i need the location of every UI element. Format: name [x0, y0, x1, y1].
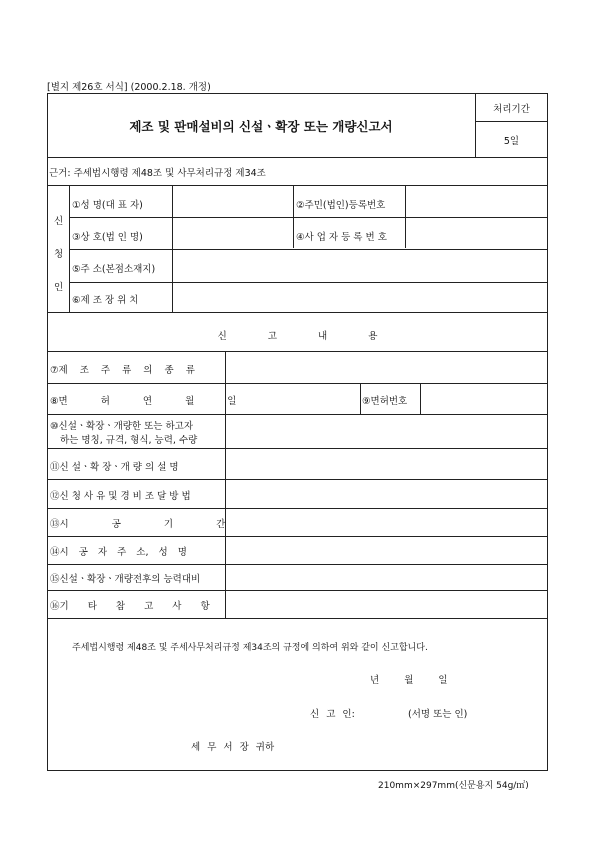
applicant-side-char-3: 인: [54, 282, 64, 293]
equipment-spec-field[interactable]: [229, 418, 544, 445]
factory-location-label: ⑥제 조 장 위 치: [72, 295, 139, 306]
report-content-heading: 신 고 내 용: [217, 331, 378, 342]
liquor-type-label: ⑦제 조 주 류 의 종 류: [50, 365, 195, 376]
explanation-label: ⑪신 설ㆍ확 장ㆍ개 량 의 설 명: [50, 462, 179, 473]
construction-period-label: ⑬시 공 기 간: [50, 519, 226, 530]
liquor-type-field[interactable]: [229, 356, 544, 380]
reason-funding-field[interactable]: [229, 482, 544, 505]
legal-basis: 근거: 주세법시행령 제48조 및 사무처리규정 제34조: [49, 168, 266, 179]
applicant-side-char-2: 청: [54, 249, 64, 260]
contractor-field[interactable]: [229, 539, 544, 561]
factory-location-field[interactable]: [176, 286, 544, 309]
declaration-text: 주세법시행령 제48조 및 주세사무처리규정 제34조의 규정에 의하여 위와 같이 신고합니다.: [72, 643, 428, 653]
other-notes-field[interactable]: [229, 594, 544, 615]
equipment-spec-label-line1: ⑩신설ㆍ확장ㆍ개량한 또는 하고자: [50, 421, 194, 432]
contractor-label: ⑭시 공 자 주 소, 성 명: [50, 547, 187, 558]
other-notes-label: ⑯기 타 참 고 사 항: [50, 601, 210, 612]
resident-number-field[interactable]: [409, 190, 544, 214]
processing-period-value: 5일: [503, 136, 520, 147]
resident-number-label: ②주민(법인)등록번호: [296, 200, 386, 211]
applicant-side-char-1: 신: [54, 216, 64, 227]
trade-name-label: ③상 호(법 인 명): [72, 232, 143, 243]
reason-funding-label: ⑫신 청 사 유 및 경 비 조 달 방 법: [50, 491, 191, 502]
form-number-note: [별지 제26호 서식] (2000.2.18. 개정): [47, 82, 211, 93]
business-registration-field[interactable]: [409, 222, 544, 246]
paper-spec: 210mm×297mm(신문용지 54g/㎡): [378, 781, 529, 791]
declarant-field[interactable]: [372, 702, 404, 718]
signature-hint: (서명 또는 인): [408, 709, 468, 720]
capacity-comparison-field[interactable]: [229, 567, 544, 587]
construction-period-field[interactable]: [229, 511, 544, 533]
processing-period-label: 처리기간: [493, 104, 530, 115]
form-title: 제조 및 판매설비의 신설ㆍ확장 또는 개량신고서: [129, 119, 393, 134]
capacity-comparison-label: ⑮신설ㆍ확장ㆍ개량전후의 능력대비: [50, 574, 201, 585]
license-date-label: ⑧면 허 연 월 일: [50, 396, 237, 407]
address-field[interactable]: [176, 254, 544, 278]
license-date-field[interactable]: [229, 387, 356, 411]
license-number-field[interactable]: [424, 387, 544, 411]
business-registration-label: ④사 업 자 등 록 번 호: [296, 232, 387, 243]
equipment-spec-label-line2: 하는 명칭, 규격, 형식, 능력, 수량: [60, 435, 198, 446]
trade-name-field[interactable]: [176, 222, 289, 246]
name-label: ①성 명(대 표 자): [72, 200, 143, 211]
explanation-field[interactable]: [229, 452, 544, 476]
license-number-label: ⑨면허번호: [362, 396, 408, 407]
name-field[interactable]: [176, 190, 289, 214]
report-date: 년 월 일: [370, 675, 448, 686]
address-label: ⑤주 소(본점소재지): [72, 264, 156, 275]
recipient-tax-office: 세 무 서 장 귀하: [191, 742, 275, 753]
declarant-label: 신 고 인:: [310, 709, 355, 720]
